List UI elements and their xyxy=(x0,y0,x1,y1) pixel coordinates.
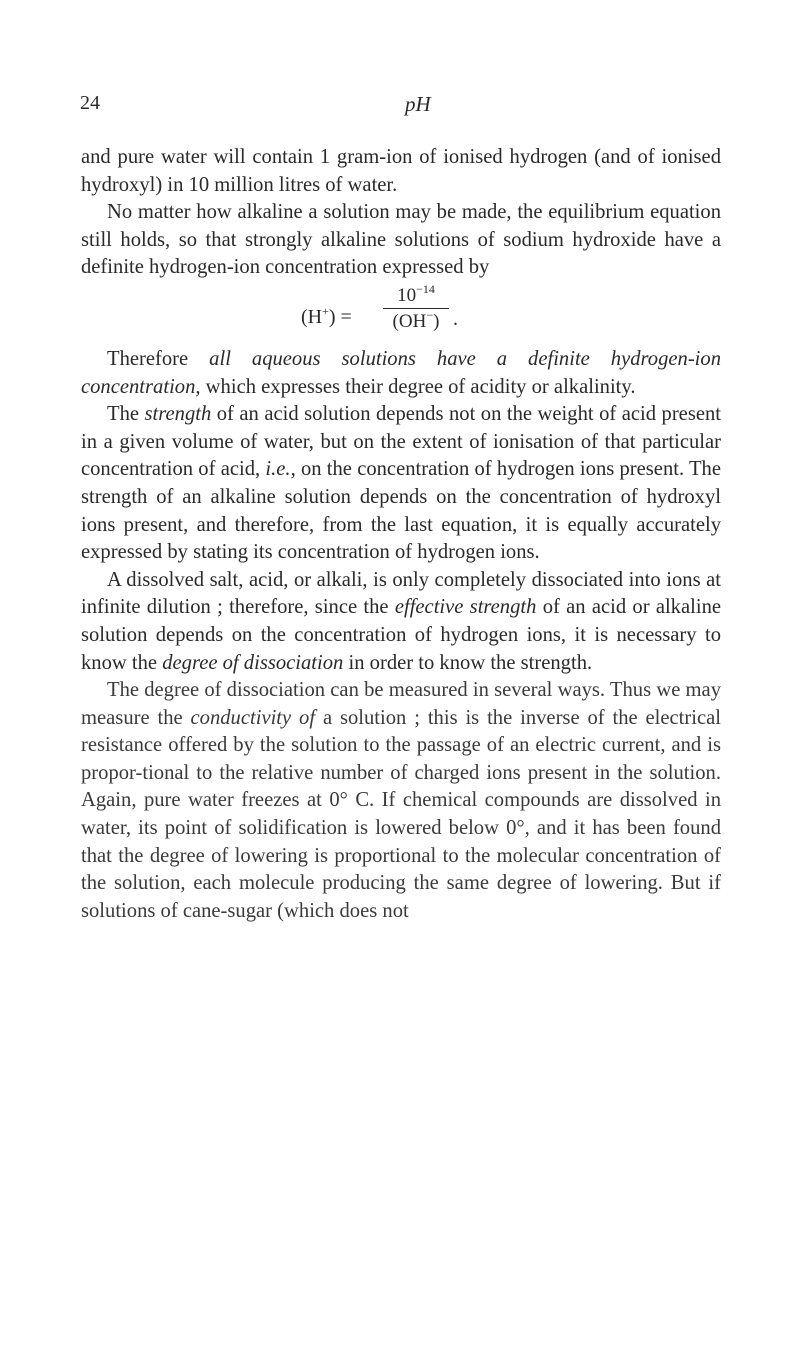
paragraph-1: and pure water will contain 1 gram-ion of ionised hydrogen (and of ionised hydroxyl) in 10 million litres of water. xyxy=(81,146,721,196)
equation-numerator: $10^{-14}$ xyxy=(397,281,435,306)
paragraph-6: The degree of dissociation can be measured in several ways. Thus we may measure the conductivity of a solution ; this is the inverse of the electrical resistance offered by the solution to the passage of an electric current, and is propor-tional to the relative number of charged ions present in the solution. Again, pure water freezes at 0° C. If chemical compounds are dissolved in water, its point of solidification is lowered below 0°, and it has been found that the degree of lowering is proportional to the molecular concentration of the solution, each molecule producing the same degree of lowering. But if solutions of cane-sugar (which does not xyxy=(81,679,721,922)
page-header xyxy=(0,92,801,126)
running-head: pH xyxy=(405,92,431,116)
paragraph-4: The strength of an acid solution depends not on the weight of acid present in a given volume of water, but on the extent of ionisation of that particular concentration of acid, i.e., on the concentration of hydrogen ions present. The strength of an alkaline solution depends on the concentration of hydroxyl ions present, and therefore, from the last equation, it is equally accurately expressed by stating its concentration of hydrogen ions. xyxy=(81,403,721,564)
equation-fraction xyxy=(381,281,451,335)
paragraph-3: Therefore all aqueous solutions have a definite hydrogen-ion concentration, which expresses their degree of acidity or alkalinity. xyxy=(81,347,721,398)
page-number: 24 xyxy=(80,92,100,114)
equation-hydrogen-ion xyxy=(81,281,721,346)
equation-denominator: (OH−) xyxy=(392,307,440,332)
equation-lhs: (H+) = xyxy=(301,303,352,328)
paragraph-2: No matter how alkaline a solution may be made, the equilibrium equation still holds, so that strongly alkaline solutions of sodium hydroxide have a definite hydrogen-ion concentration expressed by xyxy=(81,201,721,279)
equation-period: . xyxy=(453,307,458,330)
paragraph-5: A dissolved salt, acid, or alkali, is only completely dissociated into ions at infinite dilution ; therefore, since the effective strength of an acid or alkaline solution depends on the concentration of hydrogen ions, it is necessary to know the degree of dissociation in order to know the strength. xyxy=(81,568,722,674)
body-text xyxy=(81,144,721,925)
